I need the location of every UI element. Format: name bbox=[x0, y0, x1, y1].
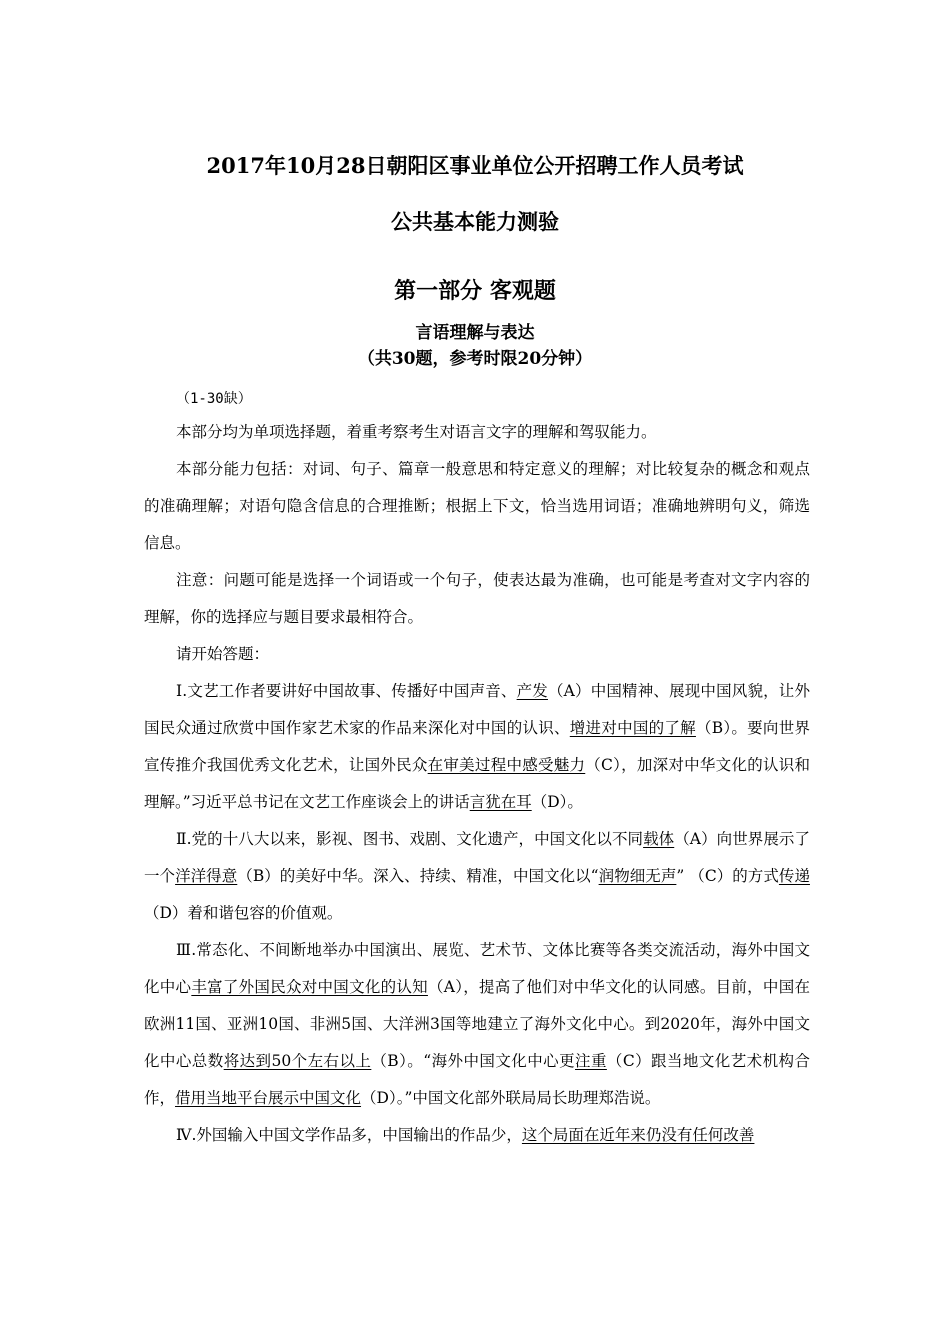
question-4 bbox=[144, 1117, 810, 1154]
section-title: 言语理解与表达 bbox=[415, 323, 535, 343]
q3-text-3: （C）跟当地文化艺术机构合作， bbox=[144, 1052, 810, 1107]
q1-underline-c: 在审美过程中感受魅力 bbox=[427, 756, 586, 774]
q3-text-1: （A），提高了他们对中华文化的认同感。目前，中国在欧洲11国、亚洲10国、非洲5国、大洋洲3国等地建立了海外文化中心。到2020年，海外中国文化中心总数 bbox=[144, 978, 810, 1070]
part-title: 第一部分 客观题 bbox=[394, 278, 556, 304]
missing-note: （1-30缺） bbox=[176, 391, 252, 407]
q3-underline-a: 丰富了外国民众对中国文化的认知 bbox=[191, 978, 428, 996]
q2-text-2: （B）的美好中华。深入、持续、精准，中国文化以“ bbox=[237, 867, 599, 885]
section-info: （共30题，参考时限20分钟） bbox=[357, 349, 593, 369]
q4-text-0: Ⅳ.外国输入中国文学作品多，中国输出的作品少， bbox=[176, 1126, 522, 1144]
q1-text-3: （C），加深对中华文化的认识和理解。”习近平总书记在文艺工作座谈会上的讲话 bbox=[144, 756, 810, 811]
q1-text-4: （D）。 bbox=[531, 793, 583, 811]
intro-paragraph-2: 本部分能力包括：对词、句子、篇章一般意思和特定意义的理解；对比较复杂的概念和观点的准确理解；对语句隐含信息的合理推断；根据上下文，恰当选用词语；准确地辨明句义，筛选信息。 bbox=[144, 460, 810, 552]
q2-underline-a: 载体 bbox=[643, 830, 675, 848]
q1-text-2: （B）。要向世界宣传推介我国优秀文化艺术，让国外民众 bbox=[144, 719, 810, 774]
question-3 bbox=[144, 932, 810, 1117]
q2-text-1: （A）向世界展示了一个 bbox=[144, 830, 810, 885]
q3-text-2: （B）。“海外中国文化中心更 bbox=[371, 1052, 576, 1070]
subject-title: 公共基本能力测验 bbox=[391, 209, 559, 234]
q1-underline-b: 增进对中国的了解 bbox=[569, 719, 696, 737]
intro-paragraph-4: 请开始答题： bbox=[176, 645, 270, 663]
q2-text-0: Ⅱ.党的十八大以来，影视、图书、戏剧、文化遗产，中国文化以不同 bbox=[176, 830, 644, 848]
q4-underline-a: 这个局面在近年来仍没有任何改善 bbox=[521, 1126, 755, 1144]
q3-underline-d: 借用当地平台展示中国文化 bbox=[175, 1089, 362, 1107]
intro-paragraph-1: 本部分均为单项选择题，着重考察考生对语言文字的理解和驾驭能力。 bbox=[176, 423, 657, 441]
question-1 bbox=[144, 673, 810, 821]
q1-underline-a: 产发 bbox=[516, 682, 548, 700]
question-2 bbox=[144, 821, 810, 932]
intro-paragraph-3: 注意：问题可能是选择一个词语或一个句子，使表达最为准确，也可能是考查对文字内容的理解，你的选择应与题目要求最相符合。 bbox=[144, 571, 810, 626]
q2-underline-b: 洋洋得意 bbox=[175, 867, 238, 885]
q3-underline-b: 将达到50个左右以上 bbox=[223, 1052, 372, 1070]
q2-underline-d: 传递 bbox=[778, 867, 810, 885]
document-body bbox=[144, 384, 810, 1154]
q3-text-0: Ⅲ.常态化、不间断地举办中国演出、展览、艺术节、文体比赛等各类交流活动，海外中国文化中心 bbox=[144, 941, 810, 996]
q3-text-4: （D）。”中国文化部外联局局长助理郑浩说。 bbox=[361, 1089, 661, 1107]
q3-underline-c: 注重 bbox=[575, 1052, 607, 1070]
q2-text-4: （D）着和谐包容的价值观。 bbox=[144, 904, 343, 922]
q1-underline-d: 言犹在耳 bbox=[469, 793, 532, 811]
q2-text-3: ” （C）的方式 bbox=[676, 867, 779, 885]
q1-text-1: （A）中国精神、展现中国风貌，让外国民众通过欣赏中国作家艺术家的作品来深化对中国的认识、 bbox=[144, 682, 810, 737]
exam-title: 2017年10月28日朝阳区事业单位公开招聘工作人员考试 bbox=[206, 153, 744, 178]
q2-underline-c: 润物细无声 bbox=[598, 867, 677, 885]
q1-text-0: Ⅰ.文艺工作者要讲好中国故事、传播好中国声音、 bbox=[176, 682, 517, 700]
